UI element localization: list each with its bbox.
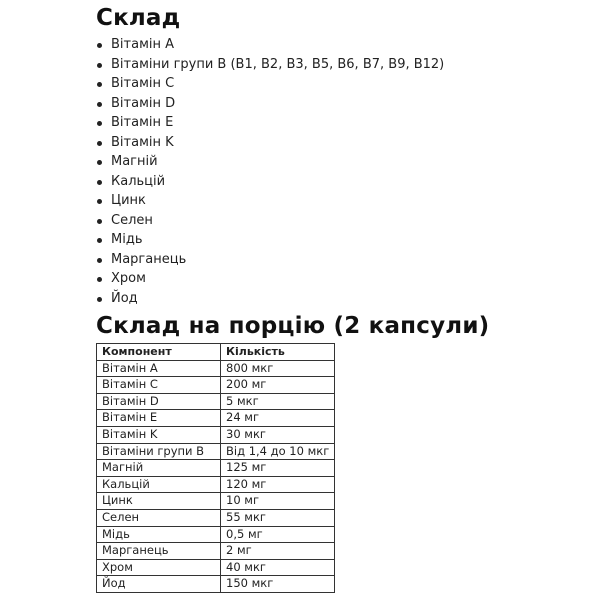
component-cell: Вітамін C (97, 377, 221, 394)
ingredient-list (96, 35, 444, 308)
component-cell: Вітамін E (97, 410, 221, 427)
list-item: Вітаміни групи B (B1, B2, B3, B5, B6, B7, B9, B12) (96, 55, 444, 75)
table-row (97, 493, 335, 510)
component-cell: Хром (97, 559, 221, 576)
list-item: Вітамін K (96, 133, 444, 153)
list-item: Магній (96, 152, 444, 172)
table-row (97, 377, 335, 394)
amount-cell: 125 мг (221, 460, 335, 477)
component-cell: Вітамін A (97, 360, 221, 377)
amount-cell: 55 мкг (221, 509, 335, 526)
amount-cell: 0,5 мг (221, 526, 335, 543)
amount-cell: Від 1,4 до 10 мкг (221, 443, 335, 460)
list-item: Вітамін C (96, 74, 444, 94)
amount-cell: 24 мг (221, 410, 335, 427)
table-row (97, 559, 335, 576)
table-header-row (97, 344, 335, 361)
list-item: Вітамін A (96, 35, 444, 55)
list-item: Йод (96, 289, 444, 309)
table-row (97, 443, 335, 460)
table-row (97, 426, 335, 443)
list-item: Вітамін D (96, 94, 444, 114)
amount-cell: 30 мкг (221, 426, 335, 443)
table-row (97, 393, 335, 410)
composition-heading: Склад (96, 5, 181, 31)
table-row (97, 476, 335, 493)
component-cell: Вітаміни групи B (97, 443, 221, 460)
component-cell: Вітамін D (97, 393, 221, 410)
amount-cell: 150 мкг (221, 576, 335, 593)
list-item: Мідь (96, 230, 444, 250)
component-cell: Кальцій (97, 476, 221, 493)
table-row (97, 509, 335, 526)
list-item: Марганець (96, 250, 444, 270)
table-row (97, 576, 335, 593)
amount-cell: 40 мкг (221, 559, 335, 576)
component-cell: Цинк (97, 493, 221, 510)
list-item: Цинк (96, 191, 444, 211)
amount-cell: 2 мг (221, 543, 335, 560)
table-row (97, 360, 335, 377)
component-cell: Магній (97, 460, 221, 477)
list-item: Хром (96, 269, 444, 289)
amount-cell: 10 мг (221, 493, 335, 510)
amount-cell: 5 мкг (221, 393, 335, 410)
list-item: Вітамін E (96, 113, 444, 133)
component-cell: Марганець (97, 543, 221, 560)
component-cell: Йод (97, 576, 221, 593)
amount-cell: 800 мкг (221, 360, 335, 377)
list-item: Кальцій (96, 172, 444, 192)
table-body (97, 360, 335, 592)
table-row (97, 460, 335, 477)
component-cell: Мідь (97, 526, 221, 543)
table-row (97, 543, 335, 560)
component-cell: Вітамін K (97, 426, 221, 443)
composition-table (96, 343, 335, 593)
column-header-component: Компонент (97, 344, 221, 361)
amount-cell: 200 мг (221, 377, 335, 394)
column-header-amount: Кількість (221, 344, 335, 361)
table-row (97, 410, 335, 427)
amount-cell: 120 мг (221, 476, 335, 493)
per-serving-heading: Склад на порцію (2 капсули) (96, 313, 490, 339)
list-item: Селен (96, 211, 444, 231)
component-cell: Селен (97, 509, 221, 526)
table-row (97, 526, 335, 543)
